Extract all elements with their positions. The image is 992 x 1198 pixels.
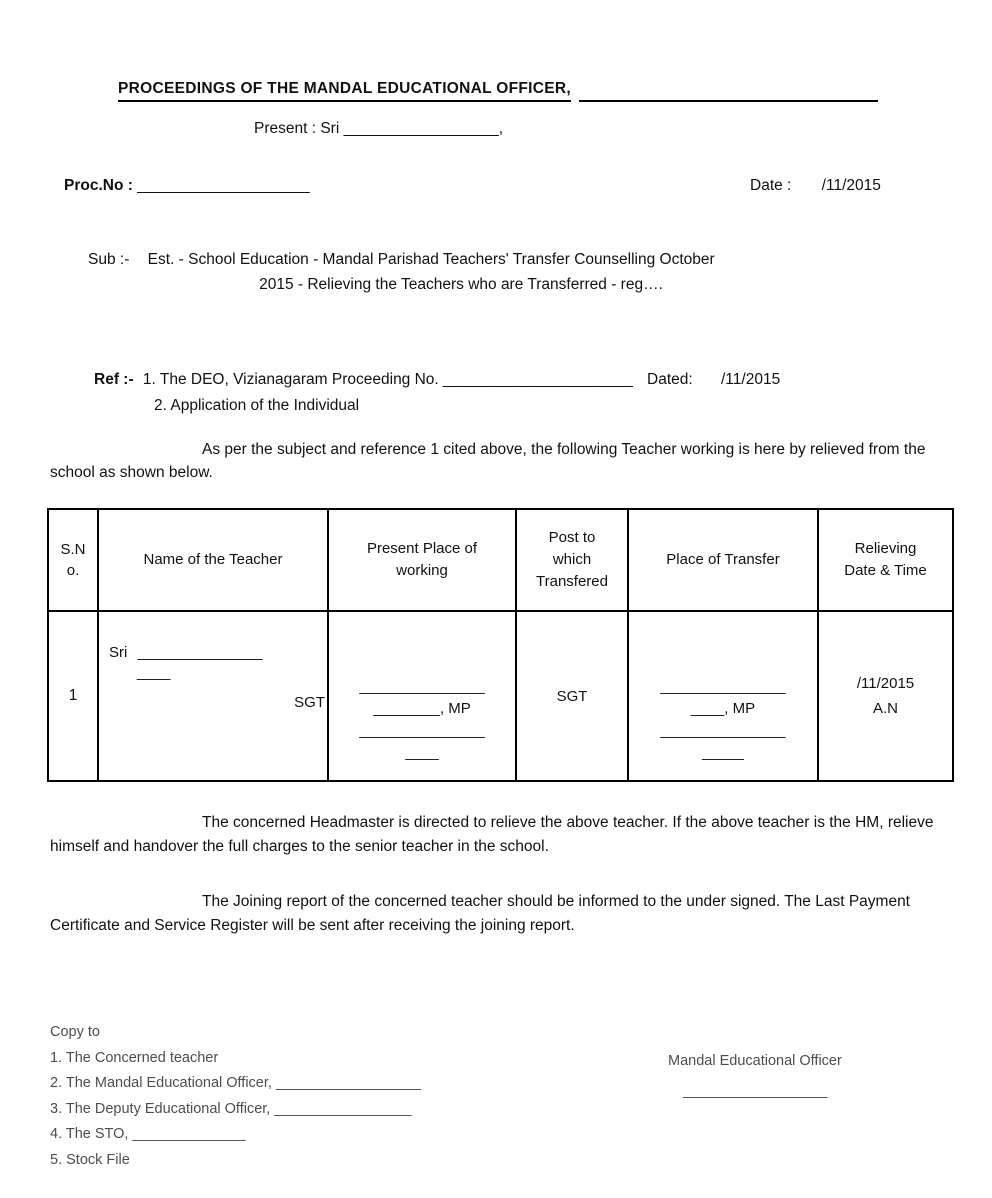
proc-no-line (64, 177, 310, 195)
table-header-present-line2: working (396, 562, 448, 579)
cell-present-line1: _______________ (359, 678, 485, 695)
table-header-place-text: Place of Transfer (666, 551, 780, 568)
cell-name-post: SGT (294, 694, 325, 711)
cell-sno: 1 (48, 611, 98, 781)
cell-transfer-stack (629, 676, 817, 764)
paragraph-headmaster-directive: The concerned Headmaster is directed to relieve the above teacher. If the above teacher is the HM, relieve himself and handover the full charges to the senior teacher in the school. (50, 814, 934, 855)
paragraph-joining-report: The Joining report of the concerned teacher should be informed to the under signed. The Last Payment Certificate and Service Register will be sent after receiving the joining report. (50, 893, 910, 934)
copy-to-block (50, 1020, 421, 1173)
table-header-post-line3: Transfered (536, 573, 608, 590)
subject-block (88, 251, 938, 294)
subject-label: Sub :- (88, 251, 130, 268)
cell-transfer-line2: ____, MP (690, 700, 756, 717)
table-header-post (516, 509, 628, 611)
copy-to-item-3: 3. The Deputy Educational Officer, _________________ (50, 1100, 412, 1117)
proc-no-blank: ____________________ (137, 177, 310, 194)
table-header-name (98, 509, 328, 611)
copy-to-heading: Copy to (50, 1024, 100, 1040)
cell-present-line3: _______________ (359, 722, 485, 739)
table-header-place-of-transfer (628, 509, 818, 611)
reference-item-2: 2. Application of the Individual (154, 397, 360, 414)
cell-relieving-date-time (818, 611, 953, 781)
cell-present-stack (329, 676, 515, 764)
reference-item1-blank: ______________________ (443, 371, 633, 388)
relieving-table (47, 508, 954, 782)
reference-line-1 (94, 371, 934, 389)
subject-text-line1: Est. - School Education - Mandal Parishad Teachers' Transfer Counselling October (147, 251, 715, 268)
table-header-post-line1: Post to (548, 529, 596, 546)
cell-present-place (328, 611, 516, 781)
table-header-sno-line2: o. (66, 562, 80, 579)
cell-relieving-date: /11/2015 (856, 675, 915, 692)
document-title-row (118, 80, 878, 102)
copy-to-item-2: 2. The Mandal Educational Officer, __________________ (50, 1075, 422, 1091)
table-header-present-place (328, 509, 516, 611)
table-header-post-line2: which (552, 551, 592, 568)
copy-to-item-1: 1. The Concerned teacher (50, 1049, 219, 1066)
cell-present-line4: ____ (405, 744, 439, 761)
table-header-sno-inner (49, 539, 97, 581)
cell-name-blank2: ____ (137, 664, 171, 681)
reference-dated-value: /11/2015 (721, 371, 781, 388)
table-header-relieving-line2: Date & Time (844, 562, 927, 579)
date-label: Date : (750, 177, 792, 194)
cell-place-of-transfer (628, 611, 818, 781)
table-header-relieving (818, 509, 953, 611)
page-title: PROCEEDINGS OF THE MANDAL EDUCATIONAL OFFICER, (118, 80, 571, 102)
table-header-name-text: Name of the Teacher (143, 551, 283, 568)
subject-line-1 (88, 251, 938, 269)
table-header-present-line1: Present Place of (366, 540, 478, 557)
cell-relieving-inner (819, 671, 952, 721)
cell-transfer-line1: _______________ (660, 678, 786, 695)
table-body (48, 611, 953, 781)
copy-to-item-4: 4. The STO, ______________ (50, 1126, 246, 1142)
subject-line-2: 2015 - Relieving the Teachers who are Transferred - reg…. (259, 276, 663, 293)
copy-to-item-5: 5. Stock File (50, 1151, 130, 1168)
reference-block (94, 371, 934, 415)
table-header-sno (48, 509, 98, 611)
table-row (48, 611, 953, 781)
reference-dated-label: Dated: (647, 371, 693, 388)
signature-designation: Mandal Educational Officer (668, 1053, 842, 1069)
title-underline-rule (579, 83, 878, 102)
table-header-sno-line1: S.N (60, 541, 86, 558)
cell-name-inner (99, 612, 327, 780)
date-line (750, 177, 881, 195)
signature-block (668, 1048, 842, 1104)
cell-present-line2: ________, MP (373, 700, 471, 717)
table-header-relieving-line1: Relieving (854, 540, 917, 557)
present-trailing: , (498, 120, 504, 137)
intro-paragraph: As per the subject and reference 1 cited above, the following Teacher working is here by relieved from the school as shown below. (50, 441, 926, 481)
cell-name-of-teacher (98, 611, 328, 781)
cell-transfer-line3: _______________ (660, 722, 786, 739)
signature-rule: ___________________ (683, 1083, 827, 1099)
present-label: Present : Sri (254, 120, 340, 137)
date-value: /11/2015 (821, 177, 881, 194)
cell-name-prefix: Sri (109, 644, 128, 661)
table-header-row (48, 509, 953, 611)
present-line (254, 120, 503, 138)
cell-post-transferred: SGT (516, 611, 628, 781)
present-blank: __________________ (343, 120, 499, 137)
proc-no-label: Proc.No : (64, 177, 133, 194)
cell-name-blank1: _______________ (137, 644, 263, 661)
cell-name-line1 (109, 644, 263, 661)
reference-label: Ref :- (94, 371, 134, 388)
table-header (48, 509, 953, 611)
reference-item1-text: 1. The DEO, Vizianagaram Proceeding No. (142, 371, 439, 388)
cell-transfer-line4: _____ (702, 744, 744, 761)
cell-relieving-time: A.N (872, 700, 898, 717)
